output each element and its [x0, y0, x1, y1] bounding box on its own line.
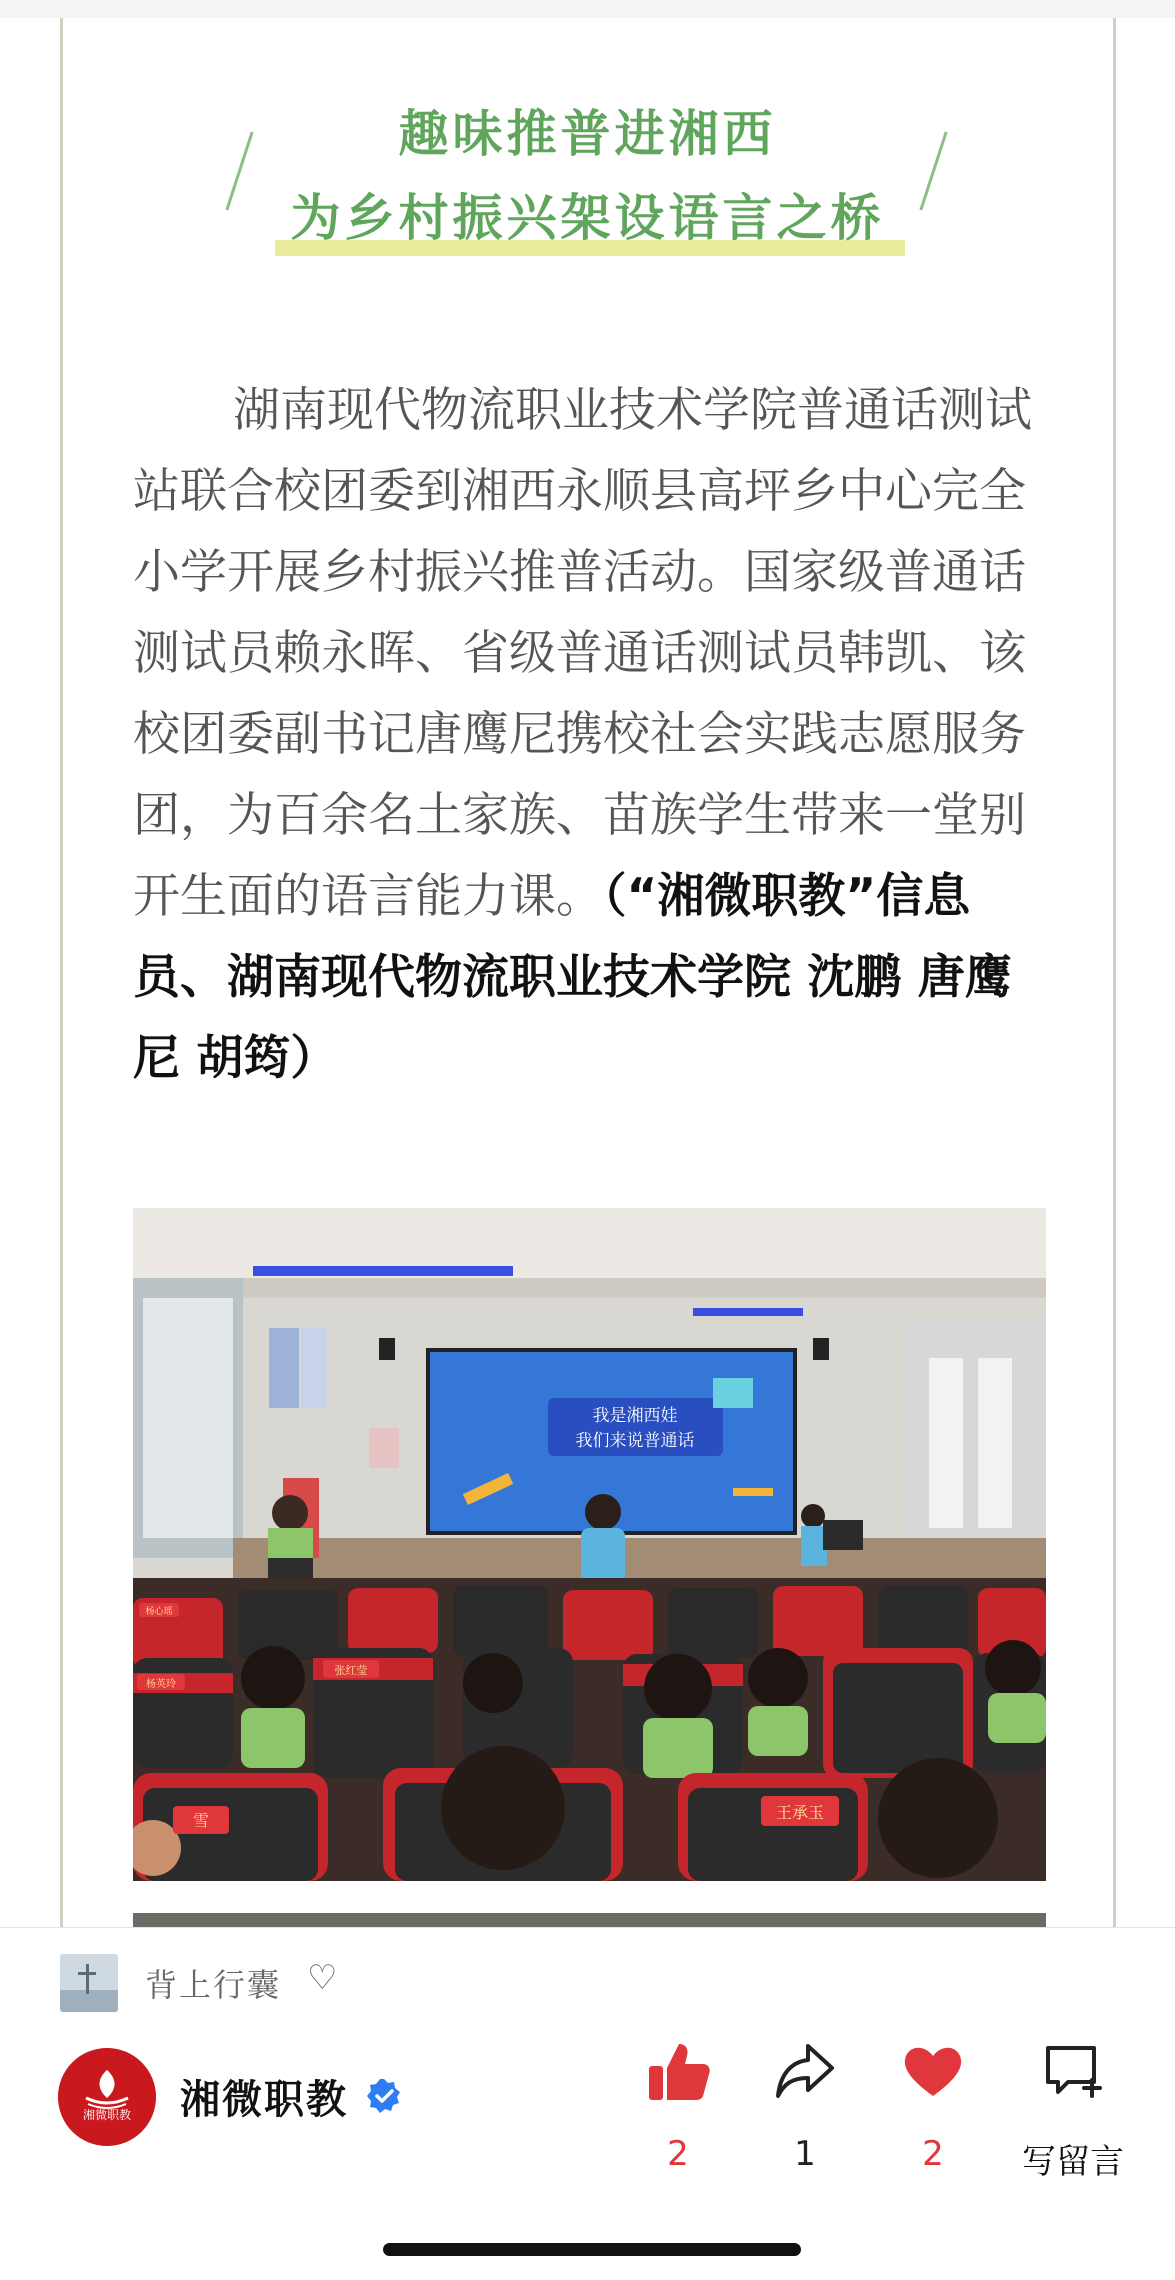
seat-label-3: 张红莹 — [334, 1664, 368, 1677]
article-body — [133, 370, 1043, 1099]
seat-label-4: 杨英玲 — [146, 1679, 176, 1690]
classroom-photo-illustration — [133, 1208, 1046, 1881]
thumbs-up-icon — [643, 2036, 713, 2106]
home-indicator[interactable] — [383, 2243, 801, 2256]
like-button[interactable] — [618, 2036, 738, 2186]
article-title-line1: 趣味推普进湘西 — [398, 105, 777, 163]
share-count: 1 — [794, 2134, 816, 2174]
favorite-button[interactable] — [873, 2036, 993, 2186]
verified-icon — [366, 2078, 402, 2114]
frame-border-left — [60, 18, 63, 1928]
seat-label-2: 雪 — [192, 1811, 210, 1830]
music-thumbnail[interactable] — [60, 1954, 118, 2012]
avatar[interactable] — [58, 2048, 156, 2146]
account-name[interactable]: 湘微职教 — [180, 2077, 348, 2123]
frame-border-right — [1113, 18, 1116, 1928]
comment-icon — [1038, 2036, 1108, 2106]
bottom-panel — [0, 1928, 1175, 2280]
share-button[interactable] — [745, 2036, 865, 2186]
article-photo[interactable] — [133, 1208, 1046, 1881]
article-title-line2: 为乡村振兴架设语言之桥 — [290, 189, 885, 247]
heart-outline-icon[interactable]: ♡ — [307, 1958, 338, 1998]
next-photo-peek[interactable] — [133, 1913, 1046, 1929]
comment-button[interactable] — [1003, 2036, 1143, 2186]
article-header — [230, 80, 945, 270]
account-logo-icon — [58, 2048, 156, 2146]
top-status-strip — [0, 0, 1175, 18]
music-cover-icon — [60, 1954, 118, 2012]
comment-label: 写留言 — [1022, 2142, 1124, 2182]
music-title[interactable]: 背上行囊 — [145, 1966, 282, 2004]
share-icon — [770, 2036, 840, 2106]
heart-icon — [898, 2036, 968, 2106]
favorite-count: 2 — [922, 2134, 944, 2174]
like-count: 2 — [667, 2134, 689, 2174]
seat-label-5: 杨心瑶 — [145, 1607, 173, 1617]
screen-text-line1: 我是湘西娃 — [592, 1406, 678, 1426]
screen-text-line2: 我们来说普通话 — [575, 1431, 695, 1451]
seat-label-1: 王承玉 — [775, 1803, 825, 1822]
avatar-text: 湘微职教 — [82, 2108, 131, 2122]
article-byline: （“湘微职教”信息员、湖南现代物流职业技术学院 沈鹏 唐鹰尼 胡筠） — [133, 869, 1012, 1086]
article-paragraph: 湖南现代物流职业技术学院普通话测试站联合校团委到湘西永顺县高坪乡中心完全小学开展乡村振兴推普活动。国家级普通话测试员赖永晖、省级普通话测试员韩凯、该校团委副书记唐鹰尼携校社会实践志愿服务团，为百余名土家族、苗族学生带来一堂别开生面的语言能力课。 — [133, 383, 1032, 924]
